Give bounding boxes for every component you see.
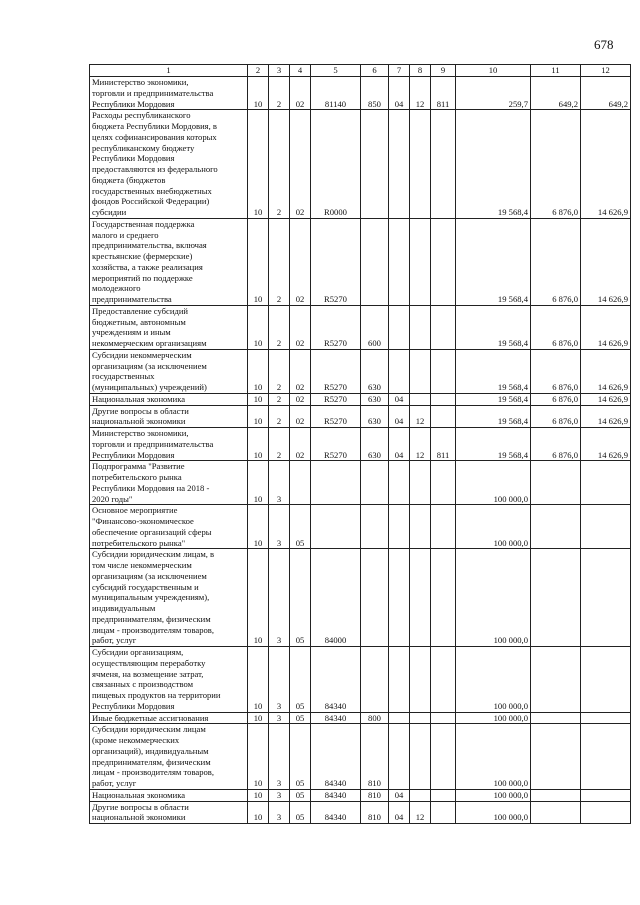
code-cell: 10 <box>248 218 269 305</box>
code-cell: R0000 <box>311 110 361 219</box>
code-cell: 02 <box>290 305 311 349</box>
amount-cell: 19 568,4 <box>456 393 531 405</box>
amount-cell: 100 000,0 <box>456 505 531 549</box>
code-cell <box>410 349 431 393</box>
code-cell: 811 <box>431 77 456 110</box>
code-cell: 04 <box>389 801 410 824</box>
table-row <box>90 428 631 461</box>
header-row <box>90 65 631 77</box>
code-cell: 05 <box>290 505 311 549</box>
code-cell: 12 <box>410 801 431 824</box>
amount-cell <box>531 505 581 549</box>
code-cell <box>410 724 431 790</box>
amount-cell: 100 000,0 <box>456 724 531 790</box>
code-cell: 84340 <box>311 789 361 801</box>
amount-cell: 14 626,9 <box>581 305 631 349</box>
code-cell: 05 <box>290 712 311 724</box>
code-cell: 10 <box>248 647 269 713</box>
row-description: Национальная экономика <box>90 789 248 801</box>
row-description: Субсидии некоммерческим организациям (за исключением государственных (муниципальных) учреждений) <box>90 349 248 393</box>
code-cell <box>410 647 431 713</box>
code-cell <box>410 305 431 349</box>
amount-cell: 6 876,0 <box>531 349 581 393</box>
column-header: 1 <box>90 65 248 77</box>
table-row <box>90 461 631 505</box>
code-cell <box>410 218 431 305</box>
amount-cell: 14 626,9 <box>581 349 631 393</box>
code-cell: 10 <box>248 77 269 110</box>
amount-cell: 6 876,0 <box>531 218 581 305</box>
code-cell <box>389 218 410 305</box>
code-cell: 05 <box>290 549 311 647</box>
code-cell: 10 <box>248 505 269 549</box>
code-cell <box>410 461 431 505</box>
code-cell: 12 <box>410 77 431 110</box>
row-description: Государственная поддержка малого и среднего предпринимательства, включая крестьянские (фермерские) хозяйства, а также реализация мероприятий по поддержке молодежного предпринимательства <box>90 218 248 305</box>
code-cell: 12 <box>410 428 431 461</box>
amount-cell <box>581 461 631 505</box>
amount-cell: 100 000,0 <box>456 789 531 801</box>
code-cell: 630 <box>361 405 389 428</box>
row-description: Субсидии юридическим лицам, в том числе некоммерческим организациям (за исключением субсидий государственным и муниципальным учреждениям), индивидуальным предпринимателям, физическим лицам - производителям товаров, работ, услуг <box>90 549 248 647</box>
code-cell <box>311 505 361 549</box>
code-cell: 2 <box>269 110 290 219</box>
code-cell <box>431 724 456 790</box>
column-header: 6 <box>361 65 389 77</box>
code-cell: 850 <box>361 77 389 110</box>
code-cell: 3 <box>269 549 290 647</box>
amount-cell: 649,2 <box>581 77 631 110</box>
amount-cell: 19 568,4 <box>456 218 531 305</box>
code-cell <box>431 110 456 219</box>
code-cell: 05 <box>290 789 311 801</box>
code-cell <box>431 789 456 801</box>
code-cell <box>361 110 389 219</box>
amount-cell: 19 568,4 <box>456 428 531 461</box>
code-cell <box>389 724 410 790</box>
code-cell: R5270 <box>311 349 361 393</box>
table-row <box>90 77 631 110</box>
column-header: 4 <box>290 65 311 77</box>
amount-cell: 6 876,0 <box>531 305 581 349</box>
code-cell <box>431 218 456 305</box>
code-cell: 10 <box>248 110 269 219</box>
amount-cell <box>531 724 581 790</box>
row-description: Субсидии юридическим лицам (кроме некоммерческих организаций), индивидуальным предпринимателям, физическим лицам - производителям товаров, работ, услуг <box>90 724 248 790</box>
table-row <box>90 305 631 349</box>
code-cell <box>431 549 456 647</box>
code-cell: 2 <box>269 305 290 349</box>
code-cell: 02 <box>290 405 311 428</box>
code-cell <box>431 712 456 724</box>
code-cell: 810 <box>361 789 389 801</box>
code-cell: 81140 <box>311 77 361 110</box>
amount-cell <box>531 801 581 824</box>
amount-cell <box>531 549 581 647</box>
code-cell <box>431 405 456 428</box>
code-cell: 84340 <box>311 647 361 713</box>
code-cell: 2 <box>269 77 290 110</box>
code-cell: R5270 <box>311 405 361 428</box>
amount-cell: 100 000,0 <box>456 712 531 724</box>
amount-cell <box>581 712 631 724</box>
table-row <box>90 349 631 393</box>
code-cell: 3 <box>269 801 290 824</box>
column-header: 7 <box>389 65 410 77</box>
amount-cell: 19 568,4 <box>456 349 531 393</box>
code-cell <box>389 647 410 713</box>
amount-cell: 6 876,0 <box>531 393 581 405</box>
amount-cell <box>531 712 581 724</box>
column-header: 8 <box>410 65 431 77</box>
code-cell <box>361 461 389 505</box>
code-cell <box>410 549 431 647</box>
code-cell <box>389 549 410 647</box>
amount-cell: 14 626,9 <box>581 405 631 428</box>
column-header: 9 <box>431 65 456 77</box>
amount-cell: 19 568,4 <box>456 305 531 349</box>
code-cell: 10 <box>248 428 269 461</box>
code-cell: 10 <box>248 461 269 505</box>
code-cell <box>389 505 410 549</box>
row-description: Министерство экономики, торговли и предпринимательства Республики Мордовия <box>90 77 248 110</box>
row-description: Основное мероприятие "Финансово-экономическое обеспечение организаций сферы потребительского рынка" <box>90 505 248 549</box>
table-body <box>90 77 631 824</box>
code-cell: 12 <box>410 405 431 428</box>
code-cell <box>431 393 456 405</box>
code-cell: 05 <box>290 647 311 713</box>
code-cell: 02 <box>290 428 311 461</box>
column-header: 3 <box>269 65 290 77</box>
code-cell: 10 <box>248 393 269 405</box>
code-cell <box>361 218 389 305</box>
row-description: Подпрограмма "Развитие потребительского рынка Республики Мордовия на 2018 - 2020 годы" <box>90 461 248 505</box>
code-cell <box>389 349 410 393</box>
code-cell: 10 <box>248 712 269 724</box>
column-header: 5 <box>311 65 361 77</box>
code-cell <box>431 801 456 824</box>
code-cell <box>361 647 389 713</box>
code-cell <box>311 461 361 505</box>
code-cell: 800 <box>361 712 389 724</box>
code-cell: 05 <box>290 801 311 824</box>
code-cell: 630 <box>361 428 389 461</box>
code-cell: R5270 <box>311 218 361 305</box>
code-cell: 04 <box>389 405 410 428</box>
table-row <box>90 549 631 647</box>
table-row <box>90 393 631 405</box>
code-cell: 630 <box>361 349 389 393</box>
table-row <box>90 789 631 801</box>
code-cell: 02 <box>290 218 311 305</box>
code-cell: 3 <box>269 789 290 801</box>
row-description: Другие вопросы в области национальной экономики <box>90 405 248 428</box>
code-cell: 84340 <box>311 712 361 724</box>
code-cell <box>431 505 456 549</box>
amount-cell: 14 626,9 <box>581 218 631 305</box>
code-cell: 02 <box>290 77 311 110</box>
amount-cell <box>531 647 581 713</box>
row-description: Национальная экономика <box>90 393 248 405</box>
code-cell: 04 <box>389 789 410 801</box>
code-cell: 2 <box>269 349 290 393</box>
amount-cell: 259,7 <box>456 77 531 110</box>
code-cell: 2 <box>269 218 290 305</box>
code-cell: 810 <box>361 801 389 824</box>
amount-cell: 100 000,0 <box>456 801 531 824</box>
amount-cell <box>581 724 631 790</box>
code-cell <box>410 712 431 724</box>
code-cell <box>431 349 456 393</box>
table-row <box>90 505 631 549</box>
table-row <box>90 647 631 713</box>
budget-table <box>89 64 631 824</box>
code-cell <box>290 461 311 505</box>
code-cell: 3 <box>269 724 290 790</box>
amount-cell <box>531 789 581 801</box>
code-cell: R5270 <box>311 393 361 405</box>
amount-cell: 100 000,0 <box>456 647 531 713</box>
code-cell: 05 <box>290 724 311 790</box>
amount-cell: 100 000,0 <box>456 549 531 647</box>
amount-cell: 6 876,0 <box>531 110 581 219</box>
code-cell: 10 <box>248 305 269 349</box>
amount-cell <box>581 505 631 549</box>
row-description: Расходы республиканского бюджета Республики Мордовия, в целях софинансирования которых республиканскому бюджету Республики Мордовия предоставляются из федерального бюджета (бюджетов государственных внебюджетных фондов Российской Федерации) субсидии <box>90 110 248 219</box>
column-header: 10 <box>456 65 531 77</box>
code-cell <box>389 461 410 505</box>
amount-cell <box>531 461 581 505</box>
amount-cell: 14 626,9 <box>581 428 631 461</box>
code-cell: R5270 <box>311 305 361 349</box>
amount-cell: 19 568,4 <box>456 405 531 428</box>
column-header: 2 <box>248 65 269 77</box>
amount-cell: 14 626,9 <box>581 393 631 405</box>
amount-cell: 100 000,0 <box>456 461 531 505</box>
amount-cell <box>581 647 631 713</box>
amount-cell: 649,2 <box>531 77 581 110</box>
code-cell <box>410 110 431 219</box>
code-cell: 02 <box>290 349 311 393</box>
code-cell: 10 <box>248 405 269 428</box>
code-cell: 2 <box>269 393 290 405</box>
code-cell <box>410 789 431 801</box>
code-cell: 04 <box>389 393 410 405</box>
row-description: Субсидии организациям, осуществляющим переработку ячменя, на возмещение затрат, связанных с производством пищевых продуктов на территории Республики Мордовия <box>90 647 248 713</box>
code-cell: 84000 <box>311 549 361 647</box>
code-cell: 10 <box>248 789 269 801</box>
code-cell <box>361 505 389 549</box>
code-cell <box>410 393 431 405</box>
code-cell <box>389 110 410 219</box>
code-cell: 3 <box>269 647 290 713</box>
row-description: Предоставление субсидий бюджетным, автономным учреждениям и иным некоммерческим организациям <box>90 305 248 349</box>
code-cell: 10 <box>248 349 269 393</box>
code-cell: R5270 <box>311 428 361 461</box>
amount-cell: 19 568,4 <box>456 110 531 219</box>
code-cell: 10 <box>248 801 269 824</box>
amount-cell <box>581 549 631 647</box>
table-row <box>90 712 631 724</box>
table-row <box>90 218 631 305</box>
row-description: Иные бюджетные ассигнования <box>90 712 248 724</box>
code-cell: 600 <box>361 305 389 349</box>
code-cell <box>410 505 431 549</box>
amount-cell <box>581 801 631 824</box>
amount-cell <box>581 789 631 801</box>
code-cell: 630 <box>361 393 389 405</box>
column-header: 12 <box>581 65 631 77</box>
table-row <box>90 405 631 428</box>
code-cell <box>389 305 410 349</box>
code-cell <box>431 461 456 505</box>
code-cell <box>431 647 456 713</box>
amount-cell: 14 626,9 <box>581 110 631 219</box>
table-row <box>90 110 631 219</box>
code-cell: 10 <box>248 549 269 647</box>
code-cell: 2 <box>269 405 290 428</box>
code-cell: 84340 <box>311 801 361 824</box>
row-description: Другие вопросы в области национальной экономики <box>90 801 248 824</box>
code-cell: 04 <box>389 77 410 110</box>
code-cell: 3 <box>269 461 290 505</box>
column-header: 11 <box>531 65 581 77</box>
page-number: 678 <box>594 37 614 52</box>
table-row <box>90 801 631 824</box>
code-cell <box>431 305 456 349</box>
code-cell: 84340 <box>311 724 361 790</box>
code-cell: 2 <box>269 428 290 461</box>
code-cell: 3 <box>269 505 290 549</box>
code-cell: 02 <box>290 393 311 405</box>
code-cell: 811 <box>431 428 456 461</box>
code-cell <box>361 549 389 647</box>
code-cell: 10 <box>248 724 269 790</box>
amount-cell: 6 876,0 <box>531 428 581 461</box>
code-cell: 810 <box>361 724 389 790</box>
code-cell <box>389 712 410 724</box>
code-cell: 02 <box>290 110 311 219</box>
code-cell: 3 <box>269 712 290 724</box>
row-description: Министерство экономики, торговли и предпринимательства Республики Мордовия <box>90 428 248 461</box>
code-cell: 04 <box>389 428 410 461</box>
table-row <box>90 724 631 790</box>
amount-cell: 6 876,0 <box>531 405 581 428</box>
